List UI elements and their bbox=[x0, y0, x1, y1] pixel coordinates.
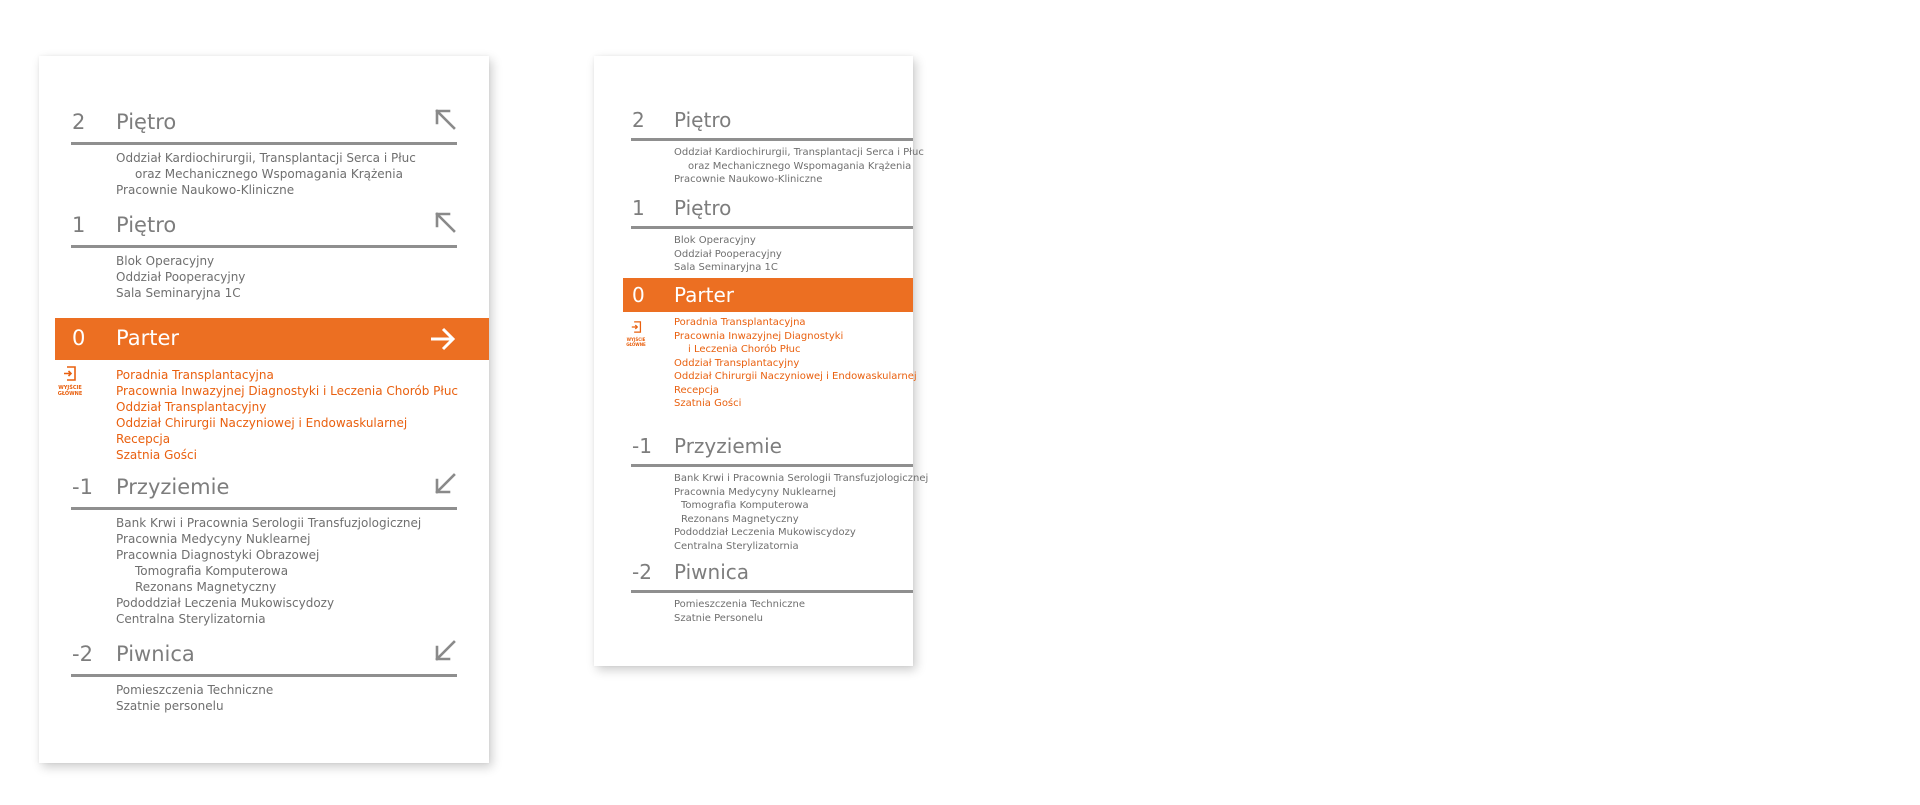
room-list bbox=[116, 367, 458, 463]
floor-name: Piętro bbox=[674, 108, 732, 132]
room-item: Centralna Sterylizatornia bbox=[674, 540, 799, 552]
room-item: Pracownie Naukowo-Kliniczne bbox=[674, 174, 823, 185]
floor-number: 2 bbox=[72, 110, 86, 134]
floor-number: -2 bbox=[72, 642, 93, 666]
room-item: Szatnia Gości bbox=[116, 448, 197, 462]
room-item: Oddział Kardiochirurgii, Transplantacji Serca i Płuc bbox=[116, 151, 416, 165]
floor-number: 1 bbox=[72, 213, 86, 237]
floor-name: Przyziemie bbox=[116, 475, 230, 499]
room-item: Pomieszczenia Techniczne bbox=[116, 683, 274, 697]
room-item: Oddział Transplantacyjny bbox=[116, 400, 267, 414]
arrow-down-left-icon bbox=[434, 473, 456, 495]
room-item: oraz Mechanicznego Wspomagania Krążenia bbox=[688, 160, 912, 172]
floor-divider bbox=[71, 507, 457, 510]
room-item: Recepcja bbox=[116, 432, 171, 446]
floor-directory-sign-large bbox=[39, 56, 489, 763]
floor-divider bbox=[71, 674, 457, 677]
floor-number: 0 bbox=[72, 326, 86, 350]
room-item: Poradnia Transplantacyjna bbox=[674, 317, 806, 328]
room-item: Blok Operacyjny bbox=[116, 254, 215, 268]
floor-name: Piwnica bbox=[674, 560, 750, 584]
room-item: Sala Seminaryjna 1C bbox=[674, 262, 778, 273]
floor-divider bbox=[631, 138, 913, 141]
ground-floor-band bbox=[55, 318, 489, 360]
room-item: Pracownia Diagnostyki Obrazowej bbox=[116, 548, 320, 562]
floor-number: 0 bbox=[632, 283, 645, 307]
room-item: Bank Krwi i Pracownia Serologii Transfuzjologicznej bbox=[674, 473, 929, 484]
room-list bbox=[674, 598, 805, 625]
floor-name: Piętro bbox=[116, 110, 177, 134]
room-item: Rezonans Magnetyczny bbox=[681, 513, 799, 525]
floor-divider bbox=[631, 226, 913, 229]
floor-number: -1 bbox=[72, 475, 93, 499]
room-item: Tomografia Komputerowa bbox=[681, 500, 809, 511]
floor-number: 1 bbox=[632, 196, 645, 220]
floor-number: -1 bbox=[632, 434, 652, 458]
room-list bbox=[116, 682, 273, 714]
room-item: Pracownia Medycyny Nuklearnej bbox=[674, 486, 837, 498]
floor-directory-sign-small bbox=[594, 56, 929, 666]
room-item: Pracownia Inwazyjnej Diagnostyki i Leczenia Chorób Płuc bbox=[116, 384, 459, 398]
main-exit-marker bbox=[57, 366, 83, 397]
room-item: Oddział Chirurgii Naczyniowej i Endowaskularnej bbox=[674, 371, 917, 382]
room-item: Sala Seminaryjna 1C bbox=[116, 286, 241, 300]
arrow-right-icon bbox=[429, 326, 457, 352]
room-list bbox=[674, 234, 782, 275]
room-item: i Leczenia Chorób Płuc bbox=[688, 344, 801, 355]
room-item: Rezonans Magnetyczny bbox=[135, 580, 277, 594]
room-item: Centralna Sterylizatornia bbox=[116, 612, 266, 626]
floor-name: Parter bbox=[116, 326, 180, 350]
room-item: Pracownie Naukowo-Kliniczne bbox=[116, 183, 295, 197]
exit-door-icon bbox=[631, 321, 642, 333]
floor-divider bbox=[71, 142, 457, 145]
room-item: Oddział Pooperacyjny bbox=[116, 270, 246, 284]
room-item: Tomografia Komputerowa bbox=[135, 564, 289, 578]
room-item: Pododdział Leczenia Mukowiscydozy bbox=[674, 527, 856, 538]
room-list bbox=[674, 146, 924, 187]
floor-number: -2 bbox=[632, 560, 652, 584]
room-item: Blok Operacyjny bbox=[674, 235, 756, 246]
exit-label: WYJŚCIE GŁÓWNE bbox=[57, 385, 83, 397]
room-list bbox=[674, 316, 917, 411]
room-item: Pracownia Inwazyjnej Diagnostyki bbox=[674, 330, 844, 342]
room-list bbox=[116, 253, 245, 301]
floor-number: 2 bbox=[632, 108, 645, 132]
ground-floor-band bbox=[623, 278, 913, 312]
exit-door-icon bbox=[63, 366, 77, 381]
room-list bbox=[116, 515, 421, 627]
room-list bbox=[116, 150, 416, 198]
floor-name: Przyziemie bbox=[674, 434, 782, 458]
room-item: Szatnie Personelu bbox=[674, 612, 763, 624]
room-item: Pododdział Leczenia Mukowiscydozy bbox=[116, 596, 335, 610]
main-exit-marker bbox=[625, 318, 647, 347]
room-item: Pomieszczenia Techniczne bbox=[674, 599, 805, 610]
room-item: Oddział Kardiochirurgii, Transplantacji Serca i Płuc bbox=[674, 147, 924, 158]
floor-name: Piwnica bbox=[116, 642, 195, 666]
room-item: Oddział Pooperacyjny bbox=[674, 248, 782, 260]
exit-label: WYJŚCIE GŁÓWNE bbox=[626, 337, 646, 347]
room-item: Szatnie personelu bbox=[116, 699, 224, 713]
room-item: oraz Mechanicznego Wspomagania Krążenia bbox=[135, 167, 403, 181]
floor-name: Parter bbox=[674, 283, 735, 307]
room-item: Pracownia Medycyny Nuklearnej bbox=[116, 532, 311, 546]
arrow-up-left-icon bbox=[434, 211, 456, 233]
room-item: Szatnia Gości bbox=[674, 398, 742, 409]
arrow-down-left-icon bbox=[434, 640, 456, 662]
floor-name: Piętro bbox=[674, 196, 732, 220]
room-item: Bank Krwi i Pracownia Serologii Transfuzjologicznej bbox=[116, 516, 422, 530]
room-item: Oddział Chirurgii Naczyniowej i Endowaskularnej bbox=[116, 416, 408, 430]
floor-name: Piętro bbox=[116, 213, 177, 237]
floor-divider bbox=[631, 590, 913, 593]
floor-divider bbox=[631, 464, 913, 467]
room-list bbox=[674, 472, 928, 553]
room-item: Recepcja bbox=[674, 384, 720, 396]
arrow-up-left-icon bbox=[434, 108, 456, 130]
room-item: Poradnia Transplantacyjna bbox=[116, 368, 274, 382]
floor-divider bbox=[71, 245, 457, 248]
room-item: Oddział Transplantacyjny bbox=[674, 357, 800, 369]
